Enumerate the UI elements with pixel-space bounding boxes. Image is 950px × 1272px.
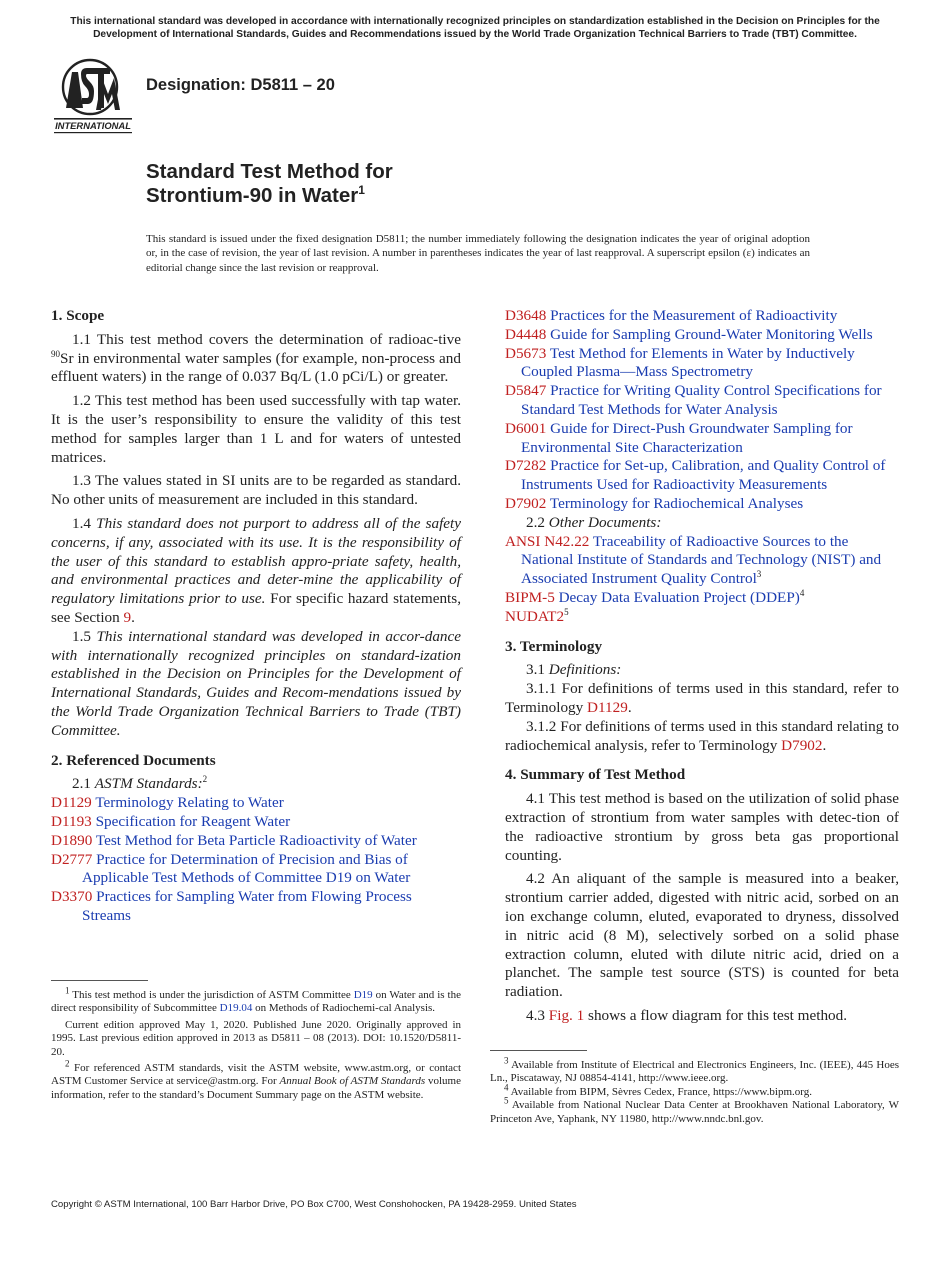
ref-item[interactable]: D2777 Practice for Determination of Precision and Bias of Applicable Test Methods of Committee D19 on Water <box>51 850 411 887</box>
footnotes-left <box>51 985 461 1102</box>
footnote-4: $^4$ Available from BIPM, Sèvres Cedex, France, https://www.bipm.org. <box>504 1082 812 1098</box>
footnote-rule-left <box>51 980 148 981</box>
para-1-2: 1.2 This test method has been used successfully with tap water. It is the user’s responsibility to ensure the validity of this test method for samples larger than 1 L and for waters of untested matrices. <box>51 392 461 466</box>
left-column <box>51 307 461 926</box>
right-column <box>505 307 899 1026</box>
para-3-1: 3.1 Definitions: <box>526 661 622 679</box>
section-9-link[interactable]: 9 <box>123 608 132 626</box>
subcommittee-link[interactable]: D19.04 <box>219 1002 253 1015</box>
section-1-heading: 1. Scope <box>51 307 105 324</box>
ref-item[interactable]: D1129 Terminology Relating to Water <box>51 794 284 812</box>
para-3-1-1: 3.1.1 For definitions of terms used in this standard, refer to Terminology D1129. <box>505 680 899 716</box>
title-line-1: Standard Test Method for <box>146 160 393 183</box>
footnote-3: $^3$ Available from Institute of Electrical and Electronics Engineers, Inc. (IEEE), 445 Hoes Ln., Piscataway, NJ 08854-4141, http://www.ieee.org. <box>490 1055 899 1085</box>
footnote-1-edition: Current edition approved May 1, 2020. Published June 2020. Originally approved in 1995. Last previous edition approved in 2013 as D5811 – 08 (2013). DOI: 10.1520/D5811-20. <box>51 1018 461 1058</box>
ref-item[interactable]: BIPM-5 Decay Data Evaluation Project (DDEP)$^4$ <box>505 587 805 606</box>
footnote-5: $^5$ Available from National Nuclear Data Center at Brookhaven National Laboratory, W Princeton Ave, Yaphank, NY 11980, http://www.nndc.bnl.gov. <box>490 1095 899 1125</box>
section-4-heading: 4. Summary of Test Method <box>505 766 686 784</box>
ref-item[interactable]: D3370 Practices for Sampling Water from Flowing Process Streams <box>51 888 412 924</box>
para-1-4: 1.4 This standard does not purport to address all of the safety concerns, if any, associated with its use. It is the responsibility of the user of this standard to establish appro-priate safety, health, and environmental practices and deter-mine the applicability of regulatory limitations prior to use. For specific hazard statements, see Section 9. <box>51 514 462 626</box>
ref-item[interactable]: D6001 Guide for Direct-Push Groundwater Sampling for Environmental Site Characterization <box>505 419 853 456</box>
para-1-5: 1.5 This international standard was developed in accor-dance with internationally recognized principles on standard-ization established in the Decision on Principles for the Development of International Standards, Guides and Recom-mendations issued by the World Trade Organization Technical Barriers to Trade (TBT) Committee. <box>51 627 461 739</box>
ref-item[interactable]: ANSI N42.22 Traceability of Radioactive Sources to the National Institute of Standards and Technology (NIST) and Associated Instrument Quality Control$^3$ <box>505 532 882 588</box>
ref-item[interactable]: D5847 Practice for Writing Quality Control Specifications for Standard Test Methods for Water Analysis <box>505 382 882 418</box>
para-4-2: 4.2 An aliquant of the sample is measured into a beaker, strontium carrier added, digested with nitric acid, sorbed on an ion exchange column, eluted, evaporated to dryness, dissolved in nitric acid (8 M), selectively sorbed on a solid phase extraction column, eluted with dilute nitric acid, dried on a planchet. The sample test source (STS) is counted for beta radiation. <box>505 870 899 1001</box>
copyright-footer: Copyright © ASTM International, 100 Barr Harbor Drive, PO Box C700, West Conshohocken, PA 19428-2959. United States <box>51 1199 577 1210</box>
footnote-2: $^2$ For referenced ASTM standards, visit the ASTM website, www.astm.org, or contact ASTM Customer Service at service@astm.org. For Annual Book of ASTM Standards volume information, refer to the standard’s Document Summary page on the ASTM website. <box>51 1058 461 1101</box>
para-4-3: 4.3 Fig. 1 shows a flow diagram for this test method. <box>526 1006 848 1024</box>
title-line-2: Strontium-90 in Water <box>146 184 359 207</box>
footnotes-right <box>490 1055 899 1126</box>
para-1-3: 1.3 The values stated in SI units are to be regarded as standard. No other units of measurement are included in this standard. <box>51 472 461 509</box>
issuance-statement: This standard is issued under the fixed designation D5811; the number immediately following the designation indicates the year of original adoption or, in the case of revision, the year of last revision. A number in parentheses indicates the year of last reapproval. A superscript epsilon (ε) indicates an editorial change since the last revision or reapproval. <box>146 233 810 274</box>
astm-logo-icon <box>52 56 134 136</box>
fig-1-link[interactable]: Fig. 1 <box>548 1006 585 1024</box>
ref-item[interactable]: D7282 Practice for Set-up, Calibration, and Quality Control of Instruments Used for Radioactivity Measurements <box>505 457 886 494</box>
para-2-1: 2.1 ASTM Standards:$^2$ <box>72 774 208 793</box>
footnote-rule-right <box>490 1050 587 1051</box>
para-1-1: 1.1 This test method covers the determination of radioac-tive $^{90}$Sr in environmental water samples (for example, non-process and effluent waters) in the range of 0.037 Bq/L (1.0 pCi/L) or greater. <box>51 330 461 386</box>
ref-item[interactable]: D3648 Practices for the Measurement of Radioactivity <box>505 307 838 324</box>
para-2-2: 2.2 Other Documents: <box>526 513 662 531</box>
ref-item[interactable]: D7902 Terminology for Radiochemical Analyses <box>505 494 804 512</box>
section-2-heading: 2. Referenced Documents <box>51 751 216 769</box>
ref-item[interactable]: D1890 Test Method for Beta Particle Radioactivity of Water <box>51 831 417 849</box>
logo-wordmark: INTERNATIONAL <box>55 120 131 131</box>
title-footnote-ref[interactable]: 1 <box>358 183 365 198</box>
committee-d19-link[interactable]: D19 <box>353 989 373 1001</box>
ref-item[interactable]: D1193 Specification for Reagent Water <box>51 812 291 830</box>
d7902-link[interactable]: D7902 <box>781 736 823 754</box>
ref-item[interactable]: $NUDAT2^5$ <box>505 606 569 625</box>
footnote-1: $^1$ This test method is under the jurisdiction of ASTM Committee D19 on Water and is the direct responsibility of Subcommittee D19.04 on Methods of Radiochemi-cal Analysis. <box>51 985 461 1015</box>
tbt-notice: This international standard was developed in accordance with internationally recognized principles on standardization established in the Decision on Principles for the Development of International Standards, Guides and Recommendations issued by the World Trade Organization Technical Barriers to Trade (TBT) Committee. <box>70 16 880 40</box>
ref-item[interactable]: D4448 Guide for Sampling Ground-Water Monitoring Wells <box>505 325 873 343</box>
para-3-1-2: 3.1.2 For definitions of terms used in this standard relating to radiochemical analysis, refer to Terminology D7902. <box>505 717 899 754</box>
para-4-1: 4.1 This test method is based on the utilization of solid phase extraction of strontium from water samples with detec-tion of the radioactive strontium by gross beta gas proportional counting. <box>505 790 899 864</box>
section-3-heading: 3. Terminology <box>505 637 603 655</box>
document-title <box>146 160 393 208</box>
designation: Designation: D5811 – 20 <box>146 76 335 94</box>
ref-item[interactable]: D5673 Test Method for Elements in Water by Inductively Coupled Plasma—Mass Spectrometry <box>505 344 855 381</box>
d1129-link[interactable]: D1129 <box>587 698 628 716</box>
